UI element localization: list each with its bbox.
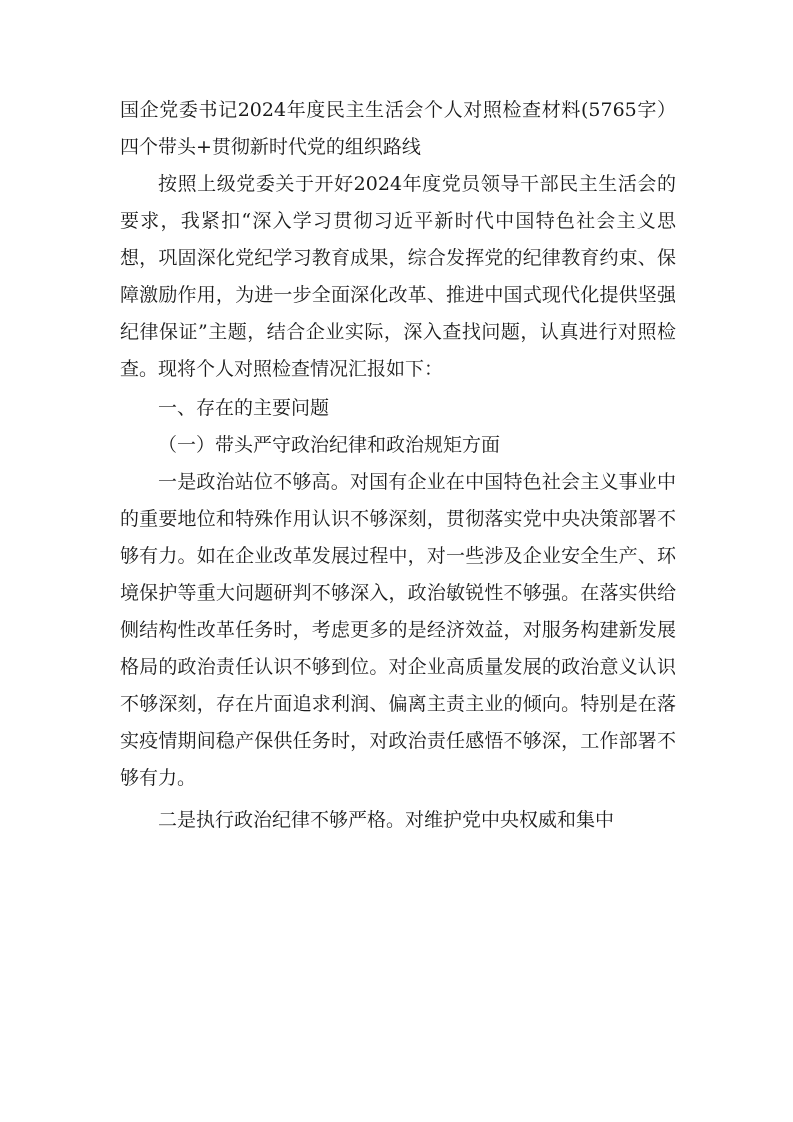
document-body <box>120 92 676 839</box>
body-paragraph: 二是执行政治纪律不够严格。对维护党中央权威和集中 <box>158 809 615 831</box>
subsection-heading: （一）带头严守政治纪律和政治规矩方面 <box>158 434 501 456</box>
section-heading: 一、存在的主要问题 <box>158 397 330 419</box>
document-title: 国企党委书记2024年度民主生活会个人对照检查材料(5765字）四个带头+贯彻新时代党的组织路线 <box>120 99 676 158</box>
body-paragraph: 一是政治站位不够高。对国有企业在中国特色社会主义事业中的重要地位和特殊作用认识不够深刻，贯彻落实党中央决策部署不够有力。如在企业改革发展过程中，对一些涉及企业安全生产、环境保护等重大问题研判不够深入，政治敏锐性不够强。在落实供给侧结构性改革任务时，考虑更多的是经济效益，对服务构建新发展格局的政治责任认识不够到位。对企业高质量发展的政治意义认识不够深刻，存在片面追求利润、偏离主责主业的倾向。特别是在落实疫情期间稳产保供任务时，对政治责任感悟不够深，工作部署不够有力。 <box>120 471 676 789</box>
intro-paragraph: 按照上级党委关于开好2024年度党员领导干部民主生活会的要求，我紧扣“深入学习贯彻习近平新时代中国特色社会主义思想，巩固深化党纪学习教育成果，综合发挥党的纪律教育约束、保障激励作用，为进一步全面深化改革、推进中国式现代化提供坚强纪律保证”主题，结合企业实际，深入查找问题，认真进行对照检查。现将个人对照检查情况汇报如下： <box>120 173 676 380</box>
